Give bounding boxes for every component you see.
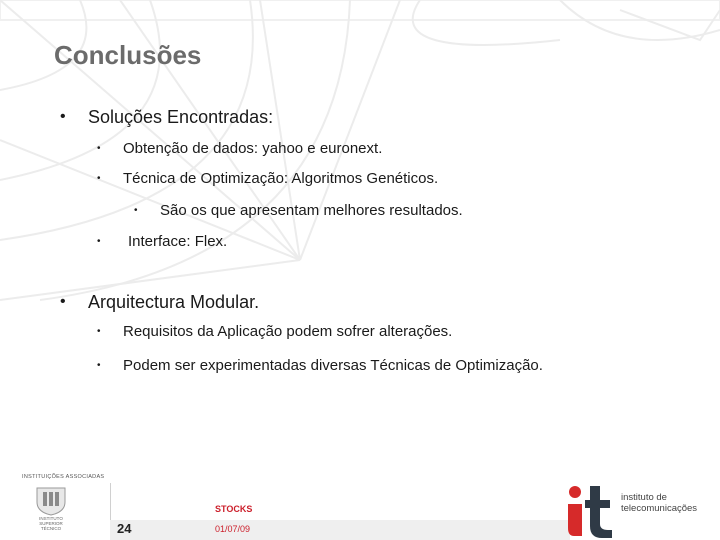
associated-institutions-label: INSTITUIÇÕES ASSOCIADAS	[22, 474, 105, 480]
page-number: 24	[117, 521, 132, 536]
bullet-dot: •	[97, 326, 101, 337]
bullet-text: São os que apresentam melhores resultados.	[160, 202, 463, 219]
bullet-dot: •	[97, 143, 101, 154]
it-logo-mark	[566, 482, 620, 538]
project-name: STOCKS	[215, 504, 253, 514]
bullet-text: Soluções Encontradas:	[88, 107, 274, 127]
it-name-line1: instituto de	[621, 492, 667, 503]
bullet-text: Obtenção de dados: yahoo e euronext.	[123, 140, 383, 157]
bullet-text: Interface: Flex.	[128, 233, 228, 250]
slide-title: Conclusões	[54, 40, 202, 70]
footer-bar	[110, 520, 570, 540]
ist-shield-logo	[34, 486, 68, 516]
slide-date: 01/07/09	[215, 524, 251, 534]
bullet-text: Arquitectura Modular.	[88, 292, 260, 312]
bullet-text: Técnica de Optimização: Algoritmos Genéticos.	[123, 170, 439, 187]
bullet-dot: •	[60, 108, 66, 125]
it-institution-name	[621, 492, 697, 514]
ist-caption: INSTITUTO SUPERIOR TÉCNICO	[39, 516, 63, 531]
bullet-dot: •	[60, 293, 66, 310]
bullet-dot: •	[97, 236, 101, 247]
bullet-dot: •	[97, 360, 101, 371]
it-name-line2: telecomunicações	[621, 503, 698, 514]
bullet-dot: •	[97, 173, 101, 184]
bullet-dot: •	[134, 205, 138, 216]
bullet-text: Requisitos da Aplicação podem sofrer alterações.	[123, 323, 453, 340]
bullet-text: Podem ser experimentadas diversas Técnicas de Optimização.	[123, 357, 543, 374]
